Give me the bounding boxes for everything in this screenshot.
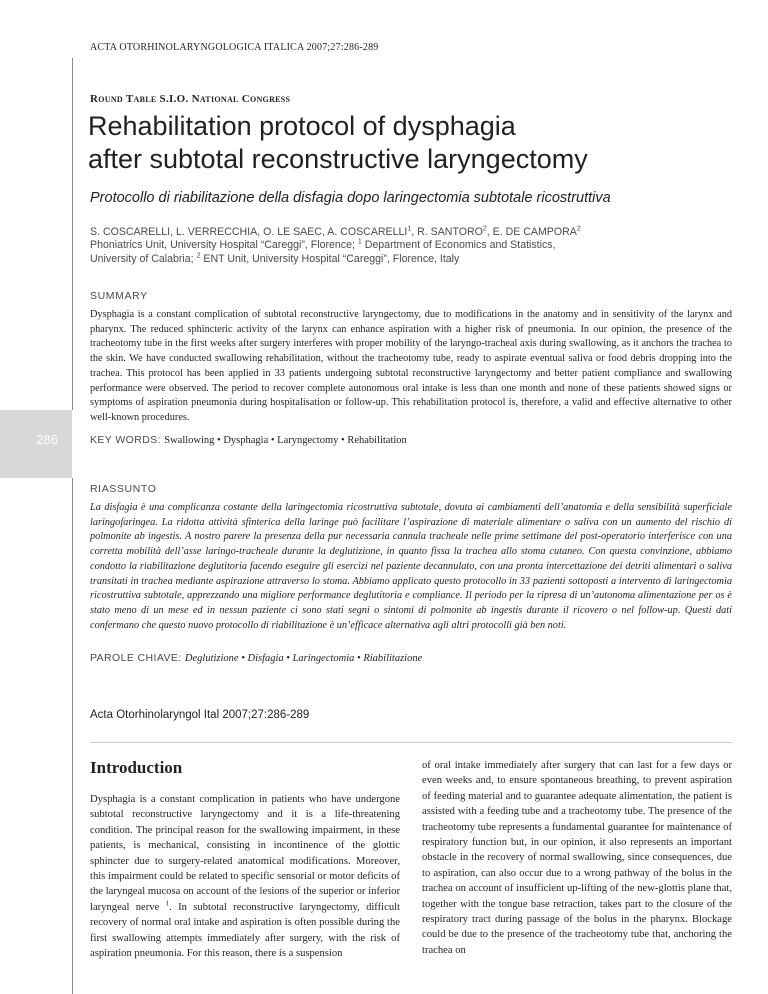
title-line-2: after subtotal reconstructive laryngectomy: [88, 144, 588, 174]
introduction-heading: Introduction: [90, 758, 183, 777]
riassunto-text: La disfagia è una complicanza costante della laringectomia ricostruttiva subtotale, dovuta ai cambiamenti dell’anatomia e della sensibilità superficiale laringofaringea. La ridotta attività sfinterica della laringe può facilitare l’aspirazione di materiale alimentare o saliva con un aumento del rischio di polmonite ab ingestis. A nostro parere la presenza della pur necessaria cannula tracheale nelle prime settimane del post-operatorio interferisce con una corretta mobilità dell’asse laringo-tracheale durante la deglutizione, in quanto fissa la trachea allo stoma cutaneo. Con questa convinzione, abbiamo condotto la riabilitazione deglutitoria facendo eseguire gli esercizi nel paziente decannulato, con una pronta intercettazione dei detriti alimentari o saliva transitati in trachea mediante aspirazione attraverso lo stoma. Abbiamo applicato questo protocollo in 33 pazienti sottoposti a intervento di laringectomia ricostruttiva subtotale, apprezzando una migliore performance deglutitoria e compliance. Il periodo per la ripresa di un’autonoma alimentazione per os è stato meno di un mese ed in nessun paziente ci sono stati segni o sintomi di polmonite ab ingestis durante il ricovero o nel follow-up. Questi dati confermano che questo nuovo protocollo di riabilitazione è un’efficace alternativa agli altri protocolli già ben noti.: [90, 502, 732, 631]
affiliation-mark: 2: [196, 252, 201, 260]
affiliations: [90, 238, 730, 266]
riassunto-heading: RIASSUNTO: [90, 483, 157, 495]
summary-keywords: [90, 434, 407, 446]
section-divider: [90, 742, 732, 743]
article-title: [88, 110, 728, 176]
affiliation-text: Phoniatrics Unit, University Hospital “Careggi”, Florence;: [90, 239, 358, 251]
introduction-column-right: of oral intake immediately after surgery that can last for a few days or even weeks and, to ensure spontaneous breathing, to prevent aspiration of feeding material and to guarantee adequate alimentation, the patient is assisted with a feeding tube and a tracheotomy tube. The presence of the tracheotomy tube represents a fundamental guarantee for maintenance of respiratory function but, in our opinion, it also represents an important obstacle in the recovery of normal swallowing, since consequences, due to aspiration, can also occur due to a wrong pathway of the bolus in the trachea on account of insufficient up-lifting of the new-glottis plane that, together with the tongue base retraction, takes part to the closure of the respiratory tract during passage of the bolus in the pharynx. Blockage could be due to the presence of the tracheotomy tube that, anchoring the trachea on: [422, 760, 732, 956]
author-affiliation-mark: 2: [482, 225, 487, 233]
section-label: Round Table S.I.O. National Congress: [90, 93, 291, 105]
parole-chiave-label: PAROLE CHIAVE:: [90, 652, 182, 664]
keywords-label: KEY WORDS:: [90, 434, 161, 446]
author-affiliation-mark: 2: [576, 225, 581, 233]
introduction-column-left: [90, 792, 400, 961]
page-number: 286: [36, 432, 58, 447]
author-group-3: , E. DE CAMPORA: [486, 226, 577, 238]
keywords-list: Swallowing • Dysphagia • Laryngectomy • Rehabilitation: [164, 435, 407, 446]
affiliation-text: University of Calabria;: [90, 253, 197, 265]
introduction-text: . In subtotal reconstructive laryngectomy, difficult recovery of normal oral intake and aspiration is often possible during the first swallowing attempts immediately after surgery, with the risk of aspiration pneumonia. For this reason, there is a suspension: [90, 901, 400, 960]
author-affiliation-mark: 1: [407, 225, 412, 233]
parole-chiave-list: Deglutizione • Disfagia • Laringectomia • Riabilitazione: [184, 653, 423, 664]
riassunto-keywords: [90, 652, 422, 664]
affiliation-mark: 1: [357, 238, 362, 246]
article-subtitle: Protocollo di riabilitazione della disfagia dopo laringectomia subtotale ricostruttiva: [90, 190, 611, 206]
margin-rule-top: [72, 58, 73, 410]
reference-mark: 1: [165, 899, 170, 908]
introduction-text: Dysphagia is a constant complication in patients who have undergone subtotal reconstructive laryngectomy and it is a life-threatening condition. The principal reason for the swallowing impairment, in these patients, is mechanical, consisting in incontinence of the glottic sphincter due to surgery-related anatomical modifications. Moreover, this impairment could be related to specific sensorial or motor deficits of the laryngeal mucosa on account of the lesions of the superior or inferior laryngeal nerve: [90, 794, 400, 913]
citation-line: Acta Otorhinolaryngol Ital 2007;27:286-289: [90, 709, 310, 721]
affiliation-line-2: [90, 252, 730, 266]
affiliation-text: Department of Economics and Statistics,: [361, 239, 556, 251]
summary-text: Dysphagia is a constant complication of subtotal reconstructive laryngectomy, due to modifications in the anatomy and in sensitivity of the larynx and pharynx. The reduced sphincteric activity of the larynx can enhance aspiration with a higher risk of pneumonia. In our opinion, the presence of the tracheotomy tube in the first weeks after surgery interferes with proper mobility of the laryngo-tracheal axis during swallowing, as it anchors the trachea to the skin. We have conducted swallowing rehabilitation, without the tracheotomy tube, ready to aspirate eventual saliva or food debris dropping into the trachea. This protocol has been applied in 33 patients undergoing subtotal reconstructive laryngectomy and better patient compliance and swallowing performance were observed. The period to recover complete autonomous oral intake is less than one month and none of these patients showed signs or symptoms of aspiration pneumonia during hospitalisation or follow-up. This rehabilitation protocol is, therefore, a valid and effective alternative to other well-known procedures.: [90, 309, 732, 423]
margin-rule-bottom: [72, 478, 73, 994]
affiliation-line-1: [90, 238, 730, 252]
title-line-1: Rehabilitation protocol of dysphagia: [88, 111, 516, 141]
author-list: [90, 225, 730, 239]
affiliation-text: ENT Unit, University Hospital “Careggi”, Florence, Italy: [200, 253, 460, 265]
running-head: ACTA OTORHINOLARYNGOLOGICA ITALICA 2007;27:286-289: [90, 42, 379, 53]
author-group-1: S. COSCARELLI, L. VERRECCHIA, O. LE SAEC, A. COSCARELLI: [90, 226, 408, 238]
author-group-2: , R. SANTORO: [411, 226, 483, 238]
summary-heading: SUMMARY: [90, 290, 148, 302]
